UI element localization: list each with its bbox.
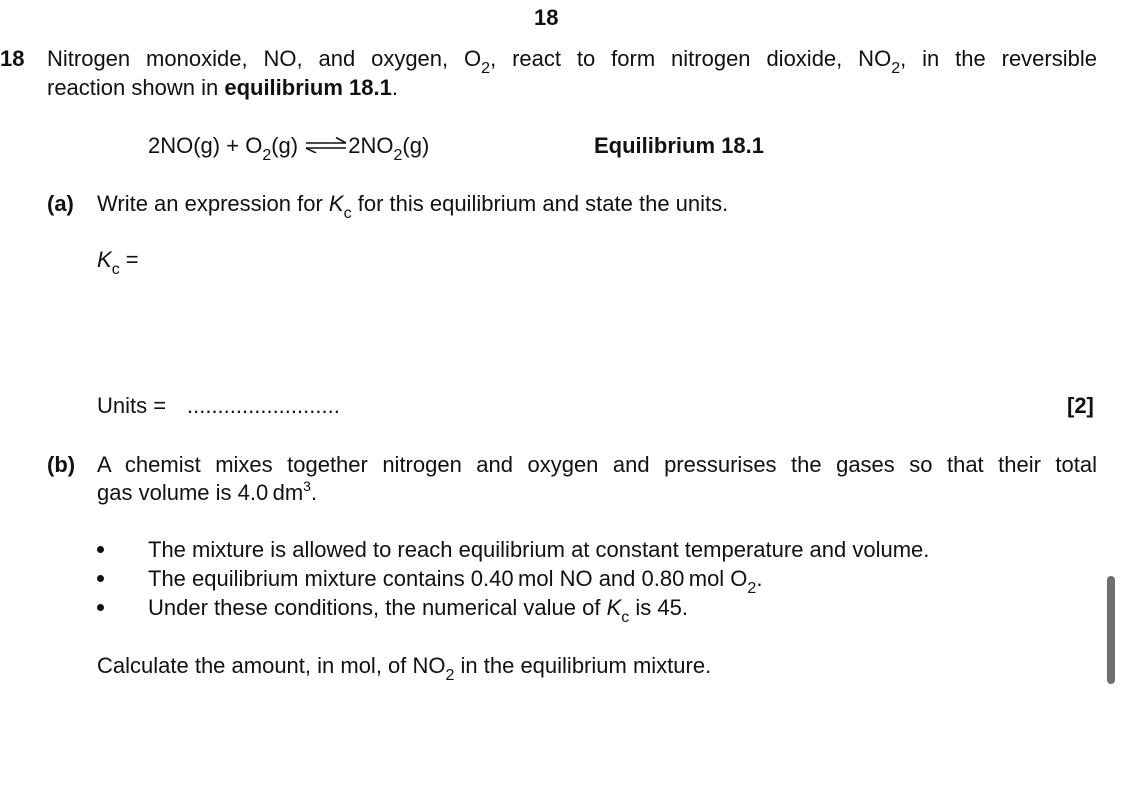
equilibrium-arrow-icon bbox=[304, 137, 348, 153]
bullet-item-2: The equilibrium mixture contains 0.40 mol NO and 0.80 mol $O_2$. bbox=[148, 566, 763, 597]
bullet-icon bbox=[97, 546, 104, 553]
bullet-item-3: Under these conditions, the numerical value of $K_c$ is 45. bbox=[148, 595, 688, 626]
question-intro-line-2: reaction shown in equilibrium 18.1. bbox=[47, 75, 398, 100]
equilibrium-equation: $2NO(g) + O_2(g)$ $2NO_2(g)$ bbox=[148, 133, 430, 164]
equilibrium-label: Equilibrium 18.1 bbox=[594, 133, 764, 158]
question-intro-line-1: Nitrogen monoxide, NO, and oxygen, $O_2$, react to form nitrogen dioxide, $NO_2$, in the reversible bbox=[47, 46, 1097, 77]
kc-expression-label: $K_c$ = bbox=[97, 247, 139, 278]
units-label: Units = bbox=[97, 393, 167, 418]
part-a-question: Write an expression for $K_c$ for this equilibrium and state the units. bbox=[97, 191, 729, 222]
page-number: 18 bbox=[534, 5, 559, 30]
part-a-label: (a) bbox=[47, 191, 74, 216]
vertical-scrollbar-thumb[interactable] bbox=[1107, 576, 1115, 684]
part-b-calculate-instruction: Calculate the amount, in mol, of $NO_2$ in the equilibrium mixture. bbox=[97, 653, 712, 684]
units-answer-field[interactable]: ......................... bbox=[187, 393, 340, 418]
bullet-item-1: The mixture is allowed to reach equilibrium at constant temperature and volume. bbox=[148, 537, 930, 562]
part-b-label: (b) bbox=[47, 452, 76, 477]
question-number: 18 bbox=[0, 46, 25, 71]
kc-answer-area[interactable] bbox=[150, 240, 1050, 370]
bullet-icon bbox=[97, 604, 104, 611]
part-a-marks: [2] bbox=[1067, 393, 1094, 418]
bullet-icon bbox=[97, 575, 104, 582]
part-b-line-1: A chemist mixes together nitrogen and oxygen and pressurises the gases so that their total bbox=[97, 452, 1097, 477]
part-b-line-2: gas volume is 4.0 $dm^3$. bbox=[97, 478, 318, 505]
